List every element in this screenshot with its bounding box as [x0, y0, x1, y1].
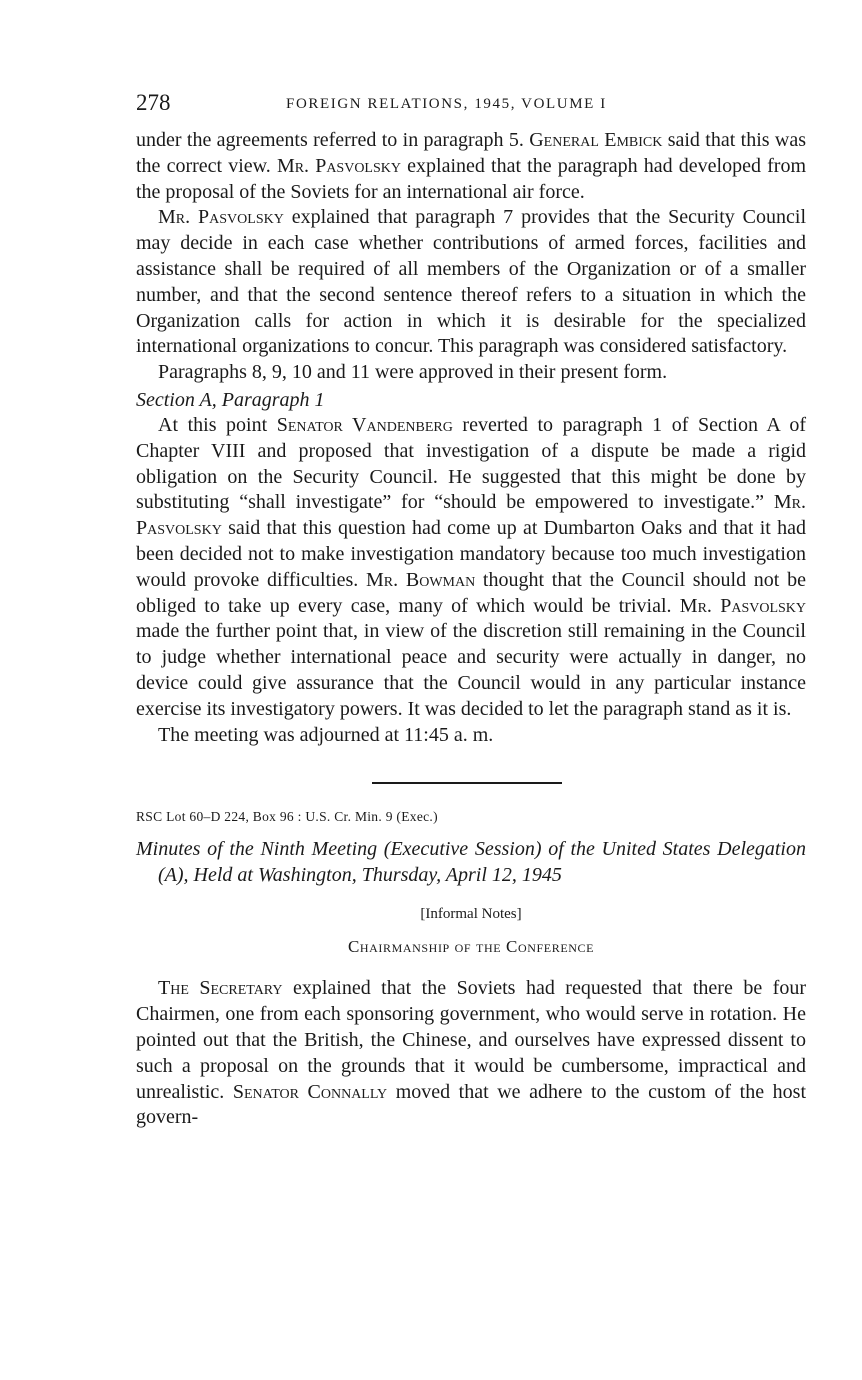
speaker-name: Mr. Pasvolsky — [158, 206, 284, 229]
speaker-name: The Secretary — [158, 977, 283, 1000]
speaker-name: Senator Connally — [232, 1080, 388, 1103]
paragraph-text: moved that we adhere to the custom of the host govern- — [136, 1080, 806, 1129]
section-heading: Section A, Paragraph 1 — [136, 388, 325, 411]
informal-notes-label: [Informal Notes] — [420, 906, 522, 923]
speaker-name: Mr. Pasvolsky — [276, 154, 401, 177]
speaker-name: Mr. Pasvolsky — [679, 594, 807, 617]
paragraph-text: thought that the Council should not be obliged to take up every case, many of which would be trivial. — [136, 568, 806, 617]
speaker-name: General Embick — [529, 129, 663, 151]
document-title: Minutes of the Ninth Meeting (Executive Session) of the United States Delegation (A), Held at Washington, Thursday, April 12, 1945 — [136, 838, 806, 887]
paragraph-approval: Paragraphs 8, 9, 10 and 11 were approved in their present form. — [158, 361, 668, 384]
paragraph-text: explained that paragraph 7 provides that the Security Council may decide in each case whether contributions of armed forces, facilities and assistance shall be required of all members of the Organization or of a smaller number, and that the second sentence thereof refers to a situation in which the Organization calls for action in which it is desirable for the specialized international organizations to concur. This paragraph was considered satisfactory. — [136, 206, 807, 358]
paragraph-text: explained that the paragraph had developed from the proposal of the Soviets for an international air force. — [136, 154, 807, 203]
paragraph-text: said that this question had come up at Dumbarton Oaks and that it had been decided not to make investigation mandatory because too much investigation would provoke difficulties. — [136, 517, 806, 591]
paragraph-text: At this point — [158, 413, 277, 436]
document-page — [136, 88, 806, 1131]
speaker-name: Mr. Pasvolsky — [136, 491, 806, 540]
paragraph-text: made the further point that, in view of the discretion still remaining in the Council to judge whether international peace and security were actually in danger, no device could give assurance that the Council would in any particular instance exercise its investigatory powers. It was decided to let the paragraph stand as it is. — [136, 620, 806, 720]
paragraph-text: said that this was the correct view. — [136, 129, 806, 177]
source-citation: RSC Lot 60–D 224, Box 96 : U.S. Cr. Min. 9 (Exec.) — [136, 809, 438, 825]
paragraph-text: under the agreements referred to in paragraph 5. — [136, 129, 530, 151]
running-title: FOREIGN RELATIONS, 1945, VOLUME I — [286, 96, 607, 112]
paragraph-continuation — [136, 128, 806, 205]
paragraph-adjournment: The meeting was adjourned at 11:45 a. m. — [158, 723, 494, 746]
page-number: 278 — [136, 90, 171, 115]
paragraph-text: explained that the Soviets had requested that there be four Chairmen, one from each sponsoring government, who would serve in rotation. He pointed out that the British, the Chinese, and ourselves have expressed dissent to such a proposal on the grounds that it would be cumbersome, impractical and unrealistic. — [136, 977, 807, 1103]
paragraph-text: reverted to paragraph 1 of Section A of Chapter VIII and proposed that investigation of a dispute be made a rigid obligation on the Security Council. He suggested that this might be done by substituting “shall investigate” for “should be empowered to investigate.” — [136, 413, 807, 514]
speaker-name: Senator Vandenberg — [276, 413, 453, 436]
paragraph-chairmanship — [136, 976, 806, 1131]
section-divider — [372, 782, 562, 784]
subject-heading: Chairmanship of the Conference — [347, 937, 595, 957]
speaker-name: Mr. Bowman — [366, 568, 476, 591]
running-head — [136, 88, 806, 128]
paragraph-section-a — [136, 413, 806, 723]
paragraph-paragraph-7 — [136, 205, 806, 360]
